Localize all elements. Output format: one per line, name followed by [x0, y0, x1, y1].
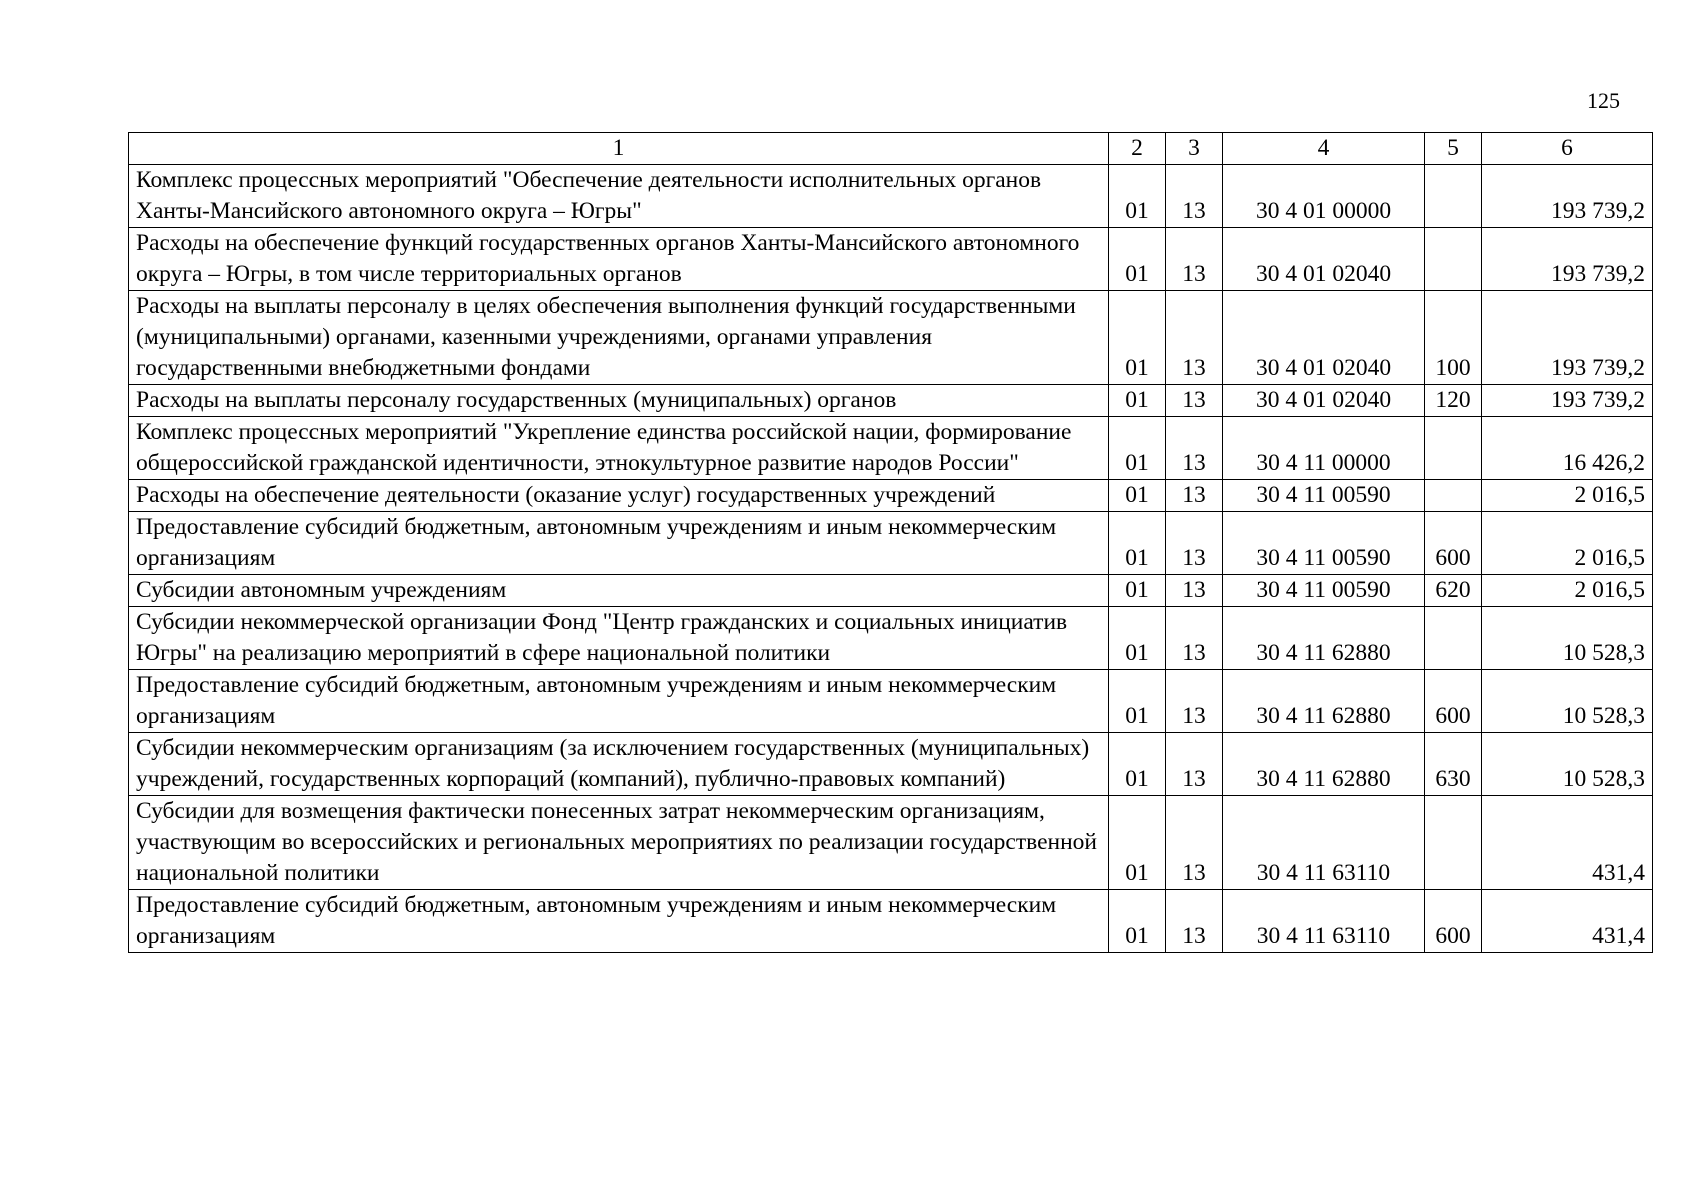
table-row — [129, 385, 1653, 417]
row-subsection: 13 — [1166, 228, 1223, 291]
row-amount: 193 739,2 — [1482, 291, 1653, 385]
row-section: 01 — [1109, 165, 1166, 228]
row-section: 01 — [1109, 670, 1166, 733]
row-section: 01 — [1109, 796, 1166, 890]
row-expense-type: 120 — [1425, 385, 1482, 417]
row-amount: 16 426,2 — [1482, 417, 1653, 480]
row-target-item: 30 4 11 63110 — [1223, 796, 1425, 890]
row-name: Расходы на обеспечение функций государственных органов Ханты-Мансийского автономного округа – Югры, в том числе территориальных органов — [129, 228, 1109, 291]
row-name: Комплекс процессных мероприятий "Укрепление единства российской нации, формирование общероссийской гражданской идентичности, этнокультурное развитие народов России" — [129, 417, 1109, 480]
row-target-item: 30 4 11 62880 — [1223, 670, 1425, 733]
row-section: 01 — [1109, 291, 1166, 385]
row-subsection: 13 — [1166, 796, 1223, 890]
row-subsection: 13 — [1166, 575, 1223, 607]
row-name: Расходы на выплаты персоналу государственных (муниципальных) органов — [129, 385, 1109, 417]
header-col-1: 1 — [129, 133, 1109, 165]
row-subsection: 13 — [1166, 385, 1223, 417]
row-amount: 2 016,5 — [1482, 480, 1653, 512]
header-col-5: 5 — [1425, 133, 1482, 165]
row-subsection: 13 — [1166, 165, 1223, 228]
row-expense-type: 600 — [1425, 512, 1482, 575]
row-target-item: 30 4 11 00590 — [1223, 575, 1425, 607]
row-expense-type — [1425, 417, 1482, 480]
row-target-item: 30 4 11 62880 — [1223, 733, 1425, 796]
header-col-6: 6 — [1482, 133, 1653, 165]
row-subsection: 13 — [1166, 670, 1223, 733]
row-expense-type: 620 — [1425, 575, 1482, 607]
table-row — [129, 890, 1653, 953]
table-row — [129, 291, 1653, 385]
row-expense-type — [1425, 480, 1482, 512]
row-target-item: 30 4 11 63110 — [1223, 890, 1425, 953]
table-row — [129, 512, 1653, 575]
row-amount: 193 739,2 — [1482, 228, 1653, 291]
row-expense-type: 600 — [1425, 670, 1482, 733]
row-subsection: 13 — [1166, 291, 1223, 385]
table-row — [129, 670, 1653, 733]
row-target-item: 30 4 11 00590 — [1223, 512, 1425, 575]
row-name: Субсидии некоммерческой организации Фонд "Центр гражданских и социальных инициатив Югры" на реализацию мероприятий в сфере национальной политики — [129, 607, 1109, 670]
row-section: 01 — [1109, 512, 1166, 575]
row-section: 01 — [1109, 575, 1166, 607]
row-amount: 10 528,3 — [1482, 607, 1653, 670]
table-row — [129, 733, 1653, 796]
page-number: 125 — [1587, 88, 1620, 113]
row-target-item: 30 4 11 00590 — [1223, 480, 1425, 512]
row-expense-type: 630 — [1425, 733, 1482, 796]
row-subsection: 13 — [1166, 890, 1223, 953]
table-row — [129, 796, 1653, 890]
row-amount: 2 016,5 — [1482, 512, 1653, 575]
row-name: Субсидии автономным учреждениям — [129, 575, 1109, 607]
row-expense-type: 100 — [1425, 291, 1482, 385]
row-target-item: 30 4 01 00000 — [1223, 165, 1425, 228]
row-name: Комплекс процессных мероприятий "Обеспечение деятельности исполнительных органов Ханты-Мансийского автономного округа – Югры" — [129, 165, 1109, 228]
row-section: 01 — [1109, 480, 1166, 512]
row-expense-type: 600 — [1425, 890, 1482, 953]
row-subsection: 13 — [1166, 480, 1223, 512]
table-row — [129, 480, 1653, 512]
row-expense-type — [1425, 165, 1482, 228]
row-name: Субсидии некоммерческим организациям (за исключением государственных (муниципальных) учреждений, государственных корпораций (компаний), публично-правовых компаний) — [129, 733, 1109, 796]
row-amount: 431,4 — [1482, 890, 1653, 953]
table-header — [129, 133, 1653, 165]
row-subsection: 13 — [1166, 733, 1223, 796]
row-target-item: 30 4 01 02040 — [1223, 291, 1425, 385]
table-row — [129, 575, 1653, 607]
row-amount: 431,4 — [1482, 796, 1653, 890]
row-subsection: 13 — [1166, 607, 1223, 670]
header-col-2: 2 — [1109, 133, 1166, 165]
row-section: 01 — [1109, 385, 1166, 417]
table-body — [129, 165, 1653, 953]
row-subsection: 13 — [1166, 512, 1223, 575]
row-name: Расходы на выплаты персоналу в целях обеспечения выполнения функций государственными (муниципальными) органами, казенными учреждениями, органами управления государственными внебюджетными фондами — [129, 291, 1109, 385]
table-row — [129, 417, 1653, 480]
row-section: 01 — [1109, 607, 1166, 670]
row-subsection: 13 — [1166, 417, 1223, 480]
row-name: Предоставление субсидий бюджетным, автономным учреждениям и иным некоммерческим организациям — [129, 890, 1109, 953]
row-section: 01 — [1109, 228, 1166, 291]
row-expense-type — [1425, 228, 1482, 291]
row-amount: 193 739,2 — [1482, 165, 1653, 228]
row-amount: 193 739,2 — [1482, 385, 1653, 417]
row-target-item: 30 4 01 02040 — [1223, 228, 1425, 291]
row-name: Предоставление субсидий бюджетным, автономным учреждениям и иным некоммерческим организациям — [129, 512, 1109, 575]
row-name: Предоставление субсидий бюджетным, автономным учреждениям и иным некоммерческим организациям — [129, 670, 1109, 733]
budget-table — [128, 132, 1653, 953]
row-section: 01 — [1109, 890, 1166, 953]
row-target-item: 30 4 11 00000 — [1223, 417, 1425, 480]
row-expense-type — [1425, 796, 1482, 890]
table-row — [129, 165, 1653, 228]
header-row — [129, 133, 1653, 165]
row-name: Расходы на обеспечение деятельности (оказание услуг) государственных учреждений — [129, 480, 1109, 512]
row-target-item: 30 4 01 02040 — [1223, 385, 1425, 417]
row-target-item: 30 4 11 62880 — [1223, 607, 1425, 670]
header-col-3: 3 — [1166, 133, 1223, 165]
row-amount: 10 528,3 — [1482, 670, 1653, 733]
header-col-4: 4 — [1223, 133, 1425, 165]
row-name: Субсидии для возмещения фактически понесенных затрат некоммерческим организациям, участвующим во всероссийских и региональных мероприятиях по реализации государственной национальной политики — [129, 796, 1109, 890]
row-amount: 10 528,3 — [1482, 733, 1653, 796]
row-section: 01 — [1109, 733, 1166, 796]
row-section: 01 — [1109, 417, 1166, 480]
table-row — [129, 228, 1653, 291]
row-amount: 2 016,5 — [1482, 575, 1653, 607]
table-row — [129, 607, 1653, 670]
row-expense-type — [1425, 607, 1482, 670]
